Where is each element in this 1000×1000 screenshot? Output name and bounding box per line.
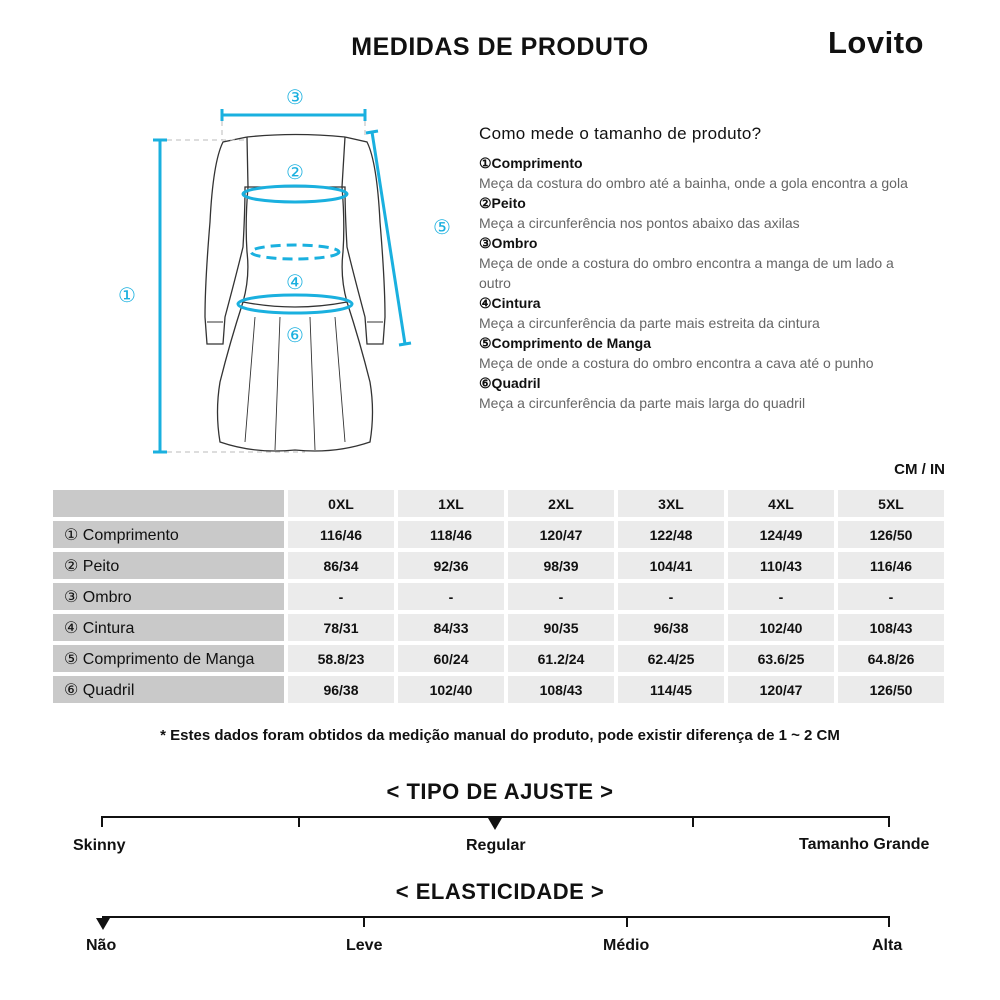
measurement-guide xyxy=(479,124,919,413)
table-cell: 62.4/25 xyxy=(618,645,724,672)
row-label: ④ Cintura xyxy=(53,614,284,641)
table-cell: 61.2/24 xyxy=(508,645,614,672)
size-header: 4XL xyxy=(728,490,834,517)
guide-item-text: Meça da costura do ombro até a bainha, onde a gola encontra a gola xyxy=(479,175,908,191)
guide-item-text: Meça a circunferência da parte mais estreita da cintura xyxy=(479,315,820,331)
fit-tick xyxy=(692,816,694,827)
table-cell: 86/34 xyxy=(288,552,394,579)
guide-item-title: ①Comprimento xyxy=(479,155,583,171)
guide-item-text: Meça a circunferência nos pontos abaixo das axilas xyxy=(479,215,800,231)
elasticity-label-high: Alta xyxy=(872,937,903,954)
table-cell: 116/46 xyxy=(288,521,394,548)
guide-item-text: Meça de onde a costura do ombro encontra a cava até o punho xyxy=(479,355,874,371)
guide-item-title: ⑤Comprimento de Manga xyxy=(479,335,652,351)
table-cell: 96/38 xyxy=(618,614,724,641)
elasticity-title: < ELASTICIDADE > xyxy=(395,879,605,904)
fit-selected-marker xyxy=(488,818,502,830)
table-cell: 84/33 xyxy=(398,614,504,641)
table-cell: 63.6/25 xyxy=(728,645,834,672)
size-table xyxy=(53,490,944,707)
guide-item xyxy=(479,373,919,413)
measurement-note: * Estes dados foram obtidos da medição manual do produto, pode existir diferença de 1 ~ 2 CM xyxy=(160,727,840,744)
elasticity-selected-marker xyxy=(96,918,110,930)
row-label: ⑥ Quadril xyxy=(53,676,284,703)
guide-item xyxy=(479,153,919,193)
table-row xyxy=(53,614,944,641)
size-header: 0XL xyxy=(288,490,394,517)
table-cell: 126/50 xyxy=(838,521,944,548)
guide-item-title: ②Peito xyxy=(479,195,526,211)
table-cell: 58.8/23 xyxy=(288,645,394,672)
table-row xyxy=(53,583,944,610)
dress-measurement-diagram xyxy=(95,82,465,462)
table-cell: 122/48 xyxy=(618,521,724,548)
table-cell: 98/39 xyxy=(508,552,614,579)
fit-tick xyxy=(888,816,890,827)
marker-5: ⑤ xyxy=(433,215,451,239)
table-cell: - xyxy=(728,583,834,610)
table-cell: - xyxy=(618,583,724,610)
table-cell: 102/40 xyxy=(398,676,504,703)
marker-2: ② xyxy=(286,160,304,184)
table-cell: 116/46 xyxy=(838,552,944,579)
row-label: ⑤ Comprimento de Manga xyxy=(53,645,284,672)
guide-item-text: Meça a circunferência da parte mais larga do quadril xyxy=(479,395,806,411)
table-cell: 64.8/26 xyxy=(838,645,944,672)
brand-logo: Lovito xyxy=(828,25,924,60)
table-row xyxy=(53,552,944,579)
table-cell: 60/24 xyxy=(398,645,504,672)
row-label: ③ Ombro xyxy=(53,583,284,610)
elasticity-label-none: Não xyxy=(86,937,117,954)
guide-item xyxy=(479,293,919,333)
table-cell: - xyxy=(838,583,944,610)
fit-tick xyxy=(298,816,300,827)
marker-3: ③ xyxy=(286,85,304,109)
table-cell: 104/41 xyxy=(618,552,724,579)
unit-label: CM / IN xyxy=(894,461,945,478)
table-cell: 124/49 xyxy=(728,521,834,548)
elasticity-tick xyxy=(888,916,890,927)
elasticity-tick xyxy=(363,916,365,927)
table-cell: 90/35 xyxy=(508,614,614,641)
size-header: 3XL xyxy=(618,490,724,517)
table-cell: 118/46 xyxy=(398,521,504,548)
marker-6: ⑥ xyxy=(286,323,304,347)
table-cell: 96/38 xyxy=(288,676,394,703)
row-label: ① Comprimento xyxy=(53,521,284,548)
table-cell: 126/50 xyxy=(838,676,944,703)
marker-4: ④ xyxy=(286,270,304,294)
table-cell: 102/40 xyxy=(728,614,834,641)
row-label: ② Peito xyxy=(53,552,284,579)
table-cell: 110/43 xyxy=(728,552,834,579)
marker-1: ① xyxy=(118,283,136,307)
table-header-row xyxy=(53,490,944,517)
page-title: MEDIDAS DE PRODUTO xyxy=(351,33,649,61)
size-header: 1XL xyxy=(398,490,504,517)
elasticity-label-medium: Médio xyxy=(603,937,650,954)
table-cell: 108/43 xyxy=(508,676,614,703)
table-cell: 114/45 xyxy=(618,676,724,703)
fit-tick xyxy=(101,816,103,827)
guide-heading: Como mede o tamanho de produto? xyxy=(479,124,762,143)
fit-label-skinny: Skinny xyxy=(73,837,126,854)
table-cell: - xyxy=(398,583,504,610)
table-row xyxy=(53,645,944,672)
guide-item-title: ④Cintura xyxy=(479,295,541,311)
guide-item-title: ③Ombro xyxy=(479,235,538,251)
table-cell: 92/36 xyxy=(398,552,504,579)
table-row xyxy=(53,676,944,703)
guide-item-text: Meça de onde a costura do ombro encontra a manga de um lado a outro xyxy=(479,255,894,291)
fit-title: < TIPO DE AJUSTE > xyxy=(386,779,614,804)
size-header: 5XL xyxy=(838,490,944,517)
table-cell: 120/47 xyxy=(728,676,834,703)
elasticity-label-light: Leve xyxy=(346,937,383,954)
guide-item xyxy=(479,333,919,373)
fit-label-large: Tamanho Grande xyxy=(799,836,930,853)
size-header: 2XL xyxy=(508,490,614,517)
guide-item-title: ⑥Quadril xyxy=(479,375,541,391)
fit-label-regular: Regular xyxy=(466,837,526,854)
table-cell: 120/47 xyxy=(508,521,614,548)
table-cell: - xyxy=(508,583,614,610)
elasticity-scale-line xyxy=(102,916,890,918)
table-cell: 78/31 xyxy=(288,614,394,641)
elasticity-tick xyxy=(626,916,628,927)
table-corner xyxy=(53,490,284,517)
table-cell: 108/43 xyxy=(838,614,944,641)
table-row xyxy=(53,521,944,548)
guide-item xyxy=(479,193,919,233)
table-cell: - xyxy=(288,583,394,610)
guide-item xyxy=(479,233,919,293)
